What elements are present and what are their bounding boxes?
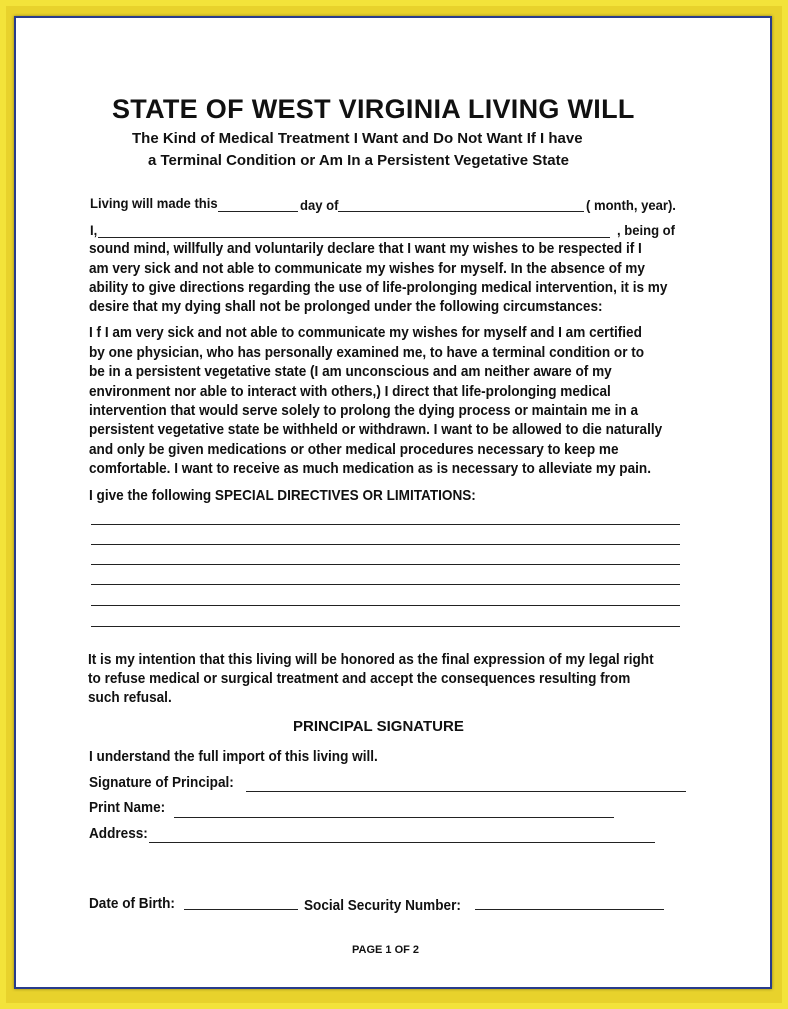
intention-line: It is my intention that this living will be honored as the final expression of my legal right xyxy=(88,652,654,668)
signature-field[interactable] xyxy=(246,791,686,792)
condition-line: be in a persistent vegetative state (I am unconscious and am neither aware of my xyxy=(89,364,612,380)
declaration-line: sound mind, willfully and voluntarily declare that I want my wishes to be respected if I xyxy=(89,241,642,257)
condition-line: intervention that would serve solely to prolong the dying process or maintain me in a xyxy=(89,403,639,419)
dob-field[interactable] xyxy=(184,909,298,910)
i-label: I, xyxy=(90,223,98,239)
condition-line: environment nor able to interact with others,) I direct that life-prolonging medical xyxy=(89,384,611,400)
month-year-label: ( month, year). xyxy=(586,198,676,214)
print-name-label: Print Name: xyxy=(89,800,166,816)
principal-signature-heading: PRINCIPAL SIGNATURE xyxy=(293,718,464,735)
condition-line: by one physician, who has personally examined me, to have a terminal condition or to xyxy=(89,345,645,361)
condition-line: I f I am very sick and not able to communicate my wishes for myself and I am certified xyxy=(89,325,642,341)
subtitle-line-2: a Terminal Condition or Am In a Persistent Vegetative State xyxy=(148,152,569,169)
declaration-line: desire that my dying shall not be prolonged under the following circumstances: xyxy=(89,299,603,315)
document-title: STATE OF WEST VIRGINIA LIVING WILL xyxy=(112,94,635,124)
day-of-label: day of xyxy=(300,198,339,214)
condition-line: and only be given medications or other medical procedures necessary to keep me xyxy=(89,442,619,458)
directive-line[interactable] xyxy=(91,544,680,545)
ssn-field[interactable] xyxy=(475,909,664,910)
address-label: Address: xyxy=(89,826,148,842)
condition-line: comfortable. I want to receive as much medication as is necessary to alleviate my pain. xyxy=(89,461,651,477)
signature-label: Signature of Principal: xyxy=(89,775,234,791)
declaration-line: am very sick and not able to communicate my wishes for myself. In the absence of my xyxy=(89,261,645,277)
directive-line[interactable] xyxy=(91,605,680,606)
declaration-line: ability to give directions regarding the use of life-prolonging medical intervention, it is my xyxy=(89,280,668,296)
day-field[interactable] xyxy=(218,211,298,212)
document-page xyxy=(14,16,772,989)
intention-line: to refuse medical or surgical treatment and accept the consequences resulting from xyxy=(88,671,631,687)
intention-line: such refusal. xyxy=(88,690,172,706)
being-of-label: , being of xyxy=(617,223,676,239)
directive-line[interactable] xyxy=(91,564,680,565)
subtitle-line-1: The Kind of Medical Treatment I Want and Do Not Want If I have xyxy=(132,130,583,147)
print-name-field[interactable] xyxy=(174,817,614,818)
directive-line[interactable] xyxy=(91,626,680,627)
page-number: PAGE 1 OF 2 xyxy=(352,944,420,956)
understand-statement: I understand the full import of this living will. xyxy=(89,749,378,765)
directive-line[interactable] xyxy=(91,584,680,585)
dob-label: Date of Birth: xyxy=(89,896,175,912)
directive-line[interactable] xyxy=(91,524,680,525)
special-directives-heading: I give the following SPECIAL DIRECTIVES OR LIMITATIONS: xyxy=(89,488,476,504)
condition-line: persistent vegetative state be withheld or withdrawn. I want to be allowed to die naturally xyxy=(89,422,663,438)
month-year-field[interactable] xyxy=(338,211,584,212)
address-field[interactable] xyxy=(149,842,655,843)
declarant-name-field[interactable] xyxy=(98,237,610,238)
ssn-label: Social Security Number: xyxy=(304,898,461,914)
made-this-label: Living will made this xyxy=(90,196,218,212)
